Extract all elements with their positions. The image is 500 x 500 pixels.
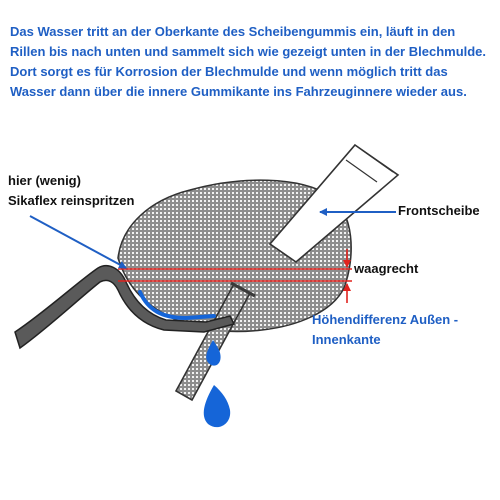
- water-drop-large: [204, 385, 230, 427]
- description-text: Das Wasser tritt an der Oberkante des Scheibengummis ein, läuft in den Rillen bis nach unten und sammelt sich wie gezeigt unten in der Blechmulde. Dort sorgt es für Korrosion der Blechmulde und wenn möglich tritt das Wasser dann über die innere Gummikante ins Fahrzeuginnere wieder aus.: [10, 24, 487, 99]
- sikaflex-arrow: [30, 216, 126, 268]
- horizontal-label: waagrecht: [354, 261, 419, 276]
- sikaflex-label-line2: Sikaflex reinspritzen: [8, 193, 135, 208]
- windshield-label: Frontscheibe: [398, 203, 480, 218]
- height-diff-label-line2: Innenkante: [312, 332, 381, 347]
- sikaflex-label-line1: hier (wenig): [8, 173, 81, 188]
- height-diff-label-line1: Höhendifferenz Außen -: [312, 312, 459, 327]
